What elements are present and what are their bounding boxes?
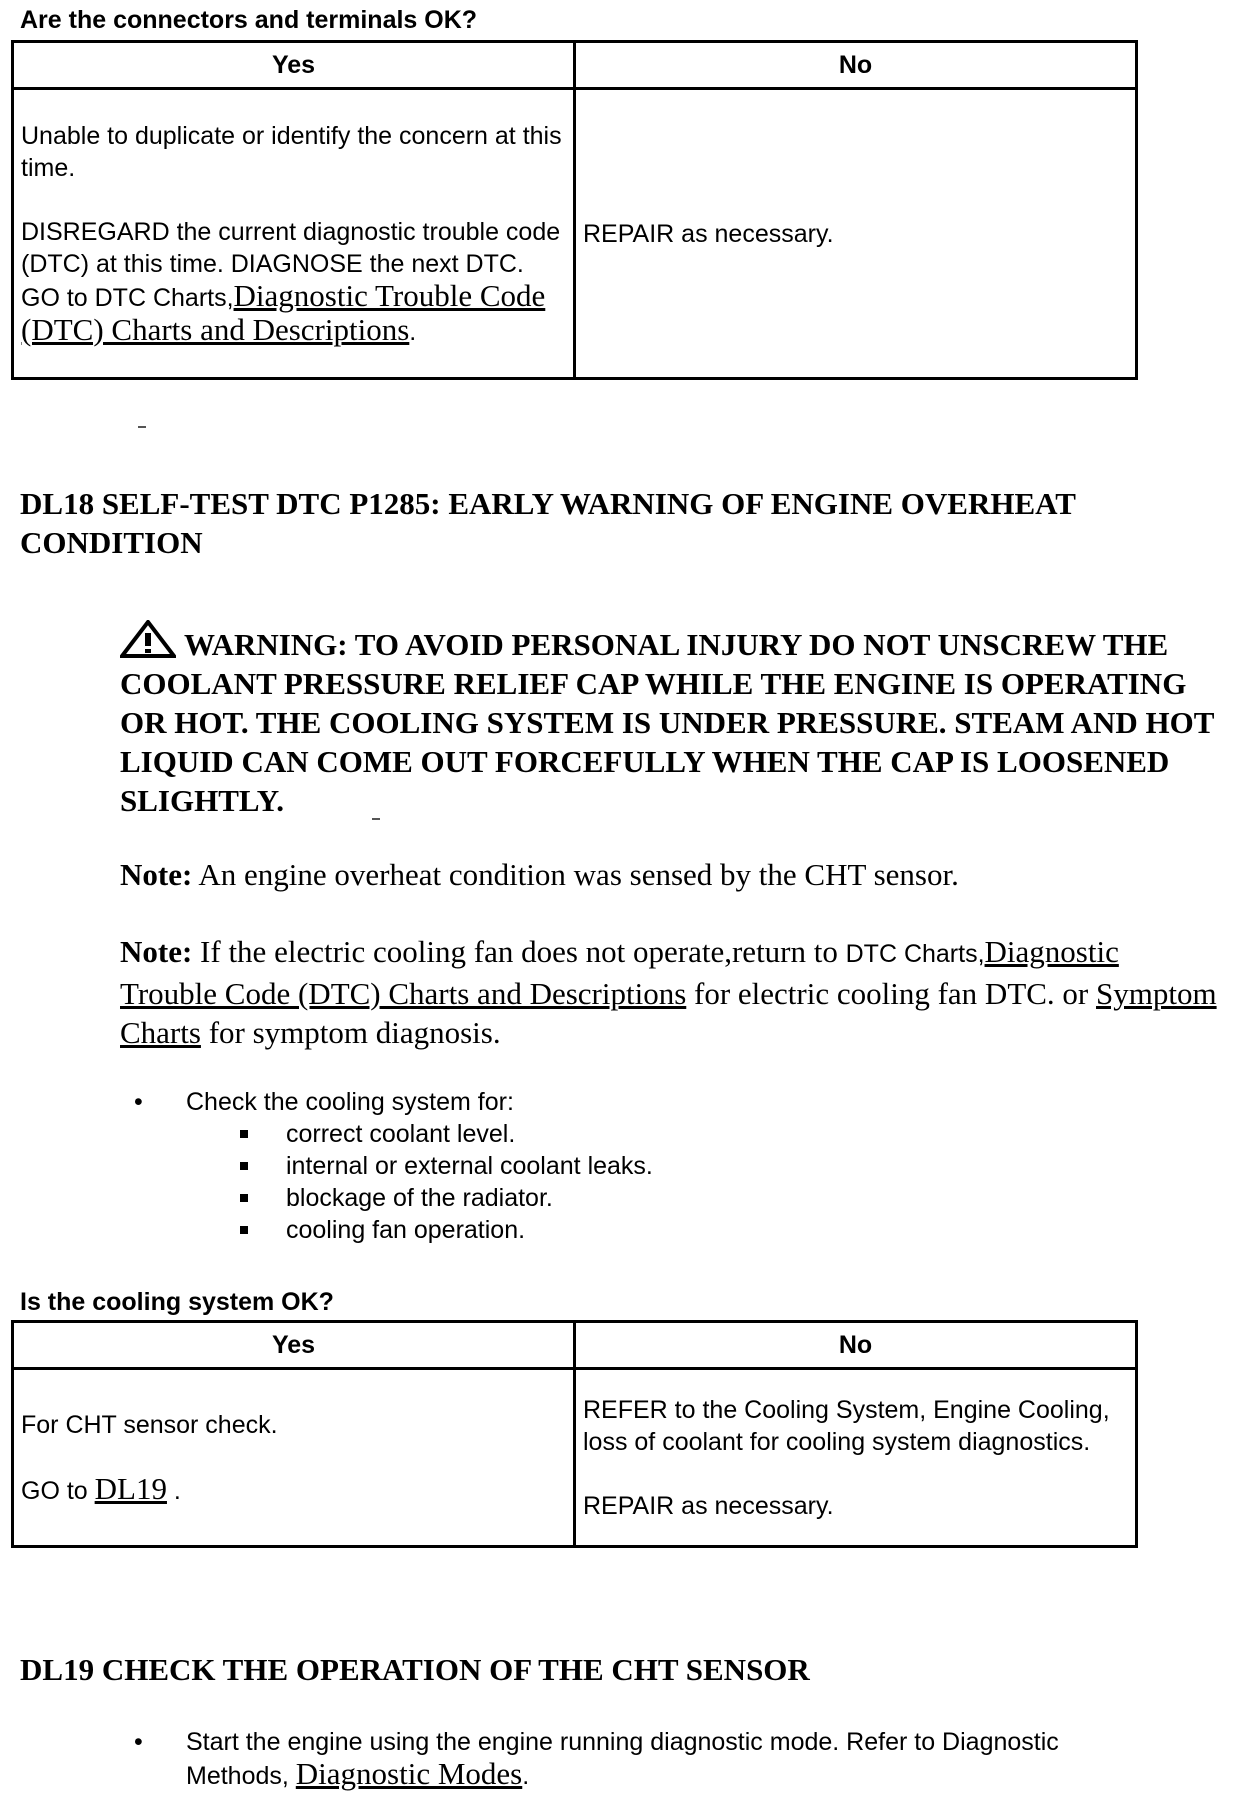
yes-paragraph-2 [21,1470,566,1507]
yes-paragraph-2-end: . [173,1476,181,1505]
no-paragraph-1: REFER to the Cooling System, Engine Cooling, loss of coolant for cooling system diagnostics. [583,1395,1110,1456]
check-intro: Check the cooling system for: [186,1088,514,1116]
bullet-icon: • [134,1728,143,1756]
square-bullet-icon [240,1226,248,1234]
square-bullet-icon [240,1162,248,1170]
warning-text: WARNING: TO AVOID PERSONAL INJURY DO NOT UNSCREW THE COOLANT PRESSURE RELIEF CAP WHILE THE ENGINE IS OPERATING OR HOT. THE COOLING SYSTEM IS UNDER PRESSURE. STEAM AND HOT LIQUID CAN COME OUT FORCEFULLY WHEN THE CAP IS LOOSENED SLIGHTLY. [120,627,1214,818]
cooling-check-list [0,1086,1200,1246]
warning-triangle-icon [120,620,176,658]
check-item-text: cooling fan operation. [286,1216,526,1244]
note-2-text-c: for electric cooling fan DTC. or [694,976,1089,1011]
yes-paragraph-2-text: GO to [21,1476,88,1505]
note-2-text-a: If the electric cooling fan does not operate,return to [200,934,838,969]
diagnostic-modes-link[interactable]: Diagnostic Modes [295,1756,523,1791]
question-cooling-system: Is the cooling system OK? [20,1288,334,1316]
square-bullet-icon [240,1194,248,1202]
bullet-icon: • [134,1088,143,1116]
no-header: No [575,42,1137,89]
connectors-decision-table [11,40,1138,380]
dl19-heading: DL19 CHECK THE OPERATION OF THE CHT SENSOR [20,1652,810,1687]
list-item [186,1182,1200,1214]
question-connectors-terminals: Are the connectors and terminals OK? [20,6,478,34]
note-1-text: An engine overheat condition was sensed by the CHT sensor. [198,857,959,892]
list-item [186,1150,1200,1182]
dtc-charts-link[interactable]: Diagnostic Trouble Code (DTC) Charts and Descriptions [21,277,546,347]
note-label: Note: [120,934,193,969]
dl19-step-list [0,1726,1200,1792]
cooling-decision-table [11,1320,1138,1548]
dl19-link[interactable]: DL19 [94,1470,167,1506]
yes-cell [13,1369,575,1547]
yes-paragraph-2-text: DISREGARD the current diagnostic trouble code (DTC) at this time. DIAGNOSE the next DTC. GO to DTC Charts, [21,217,561,312]
yes-paragraph-2 [21,216,566,348]
yes-paragraph-1: Unable to duplicate or identify the concern at this time. [21,121,562,182]
note-2 [120,932,1220,1052]
warning-block [120,620,1220,820]
check-sublist [186,1118,1200,1246]
stray-mark [138,426,146,428]
yes-header: Yes [13,1322,575,1369]
check-item-text: blockage of the radiator. [286,1184,553,1212]
note-2-text-d: for symptom diagnosis. [208,1015,501,1050]
stray-mark [372,818,380,820]
dtc-charts-link[interactable]: Diagnostic Trouble Code (DTC) Charts and Descriptions [120,934,1119,1011]
note-1 [120,855,1220,894]
check-item-text: correct coolant level. [286,1120,516,1148]
list-item [186,1118,1200,1150]
no-header: No [575,1322,1137,1369]
note-label: Note: [120,857,193,892]
dl18-heading: DL18 SELF-TEST DTC P1285: EARLY WARNING OF ENGINE OVERHEAT CONDITION [20,486,1076,560]
note-2-text-b: DTC Charts, [845,940,985,968]
yes-paragraph-1: For CHT sensor check. [21,1410,278,1439]
square-bullet-icon [240,1130,248,1138]
list-item [0,1086,1200,1246]
check-item-text: internal or external coolant leaks. [286,1152,653,1180]
no-cell [575,1369,1137,1547]
list-item [0,1726,1200,1792]
yes-cell [13,89,575,379]
symptom-charts-link[interactable]: Symptom Charts [120,976,1217,1050]
no-cell: REPAIR as necessary. [575,89,1137,379]
step-end: . [522,1762,530,1790]
list-item [186,1214,1200,1246]
step-text: Start the engine using the engine running diagnostic mode. Refer to Diagnostic Methods, [186,1728,1059,1790]
no-paragraph-2: REPAIR as necessary. [583,1491,834,1520]
yes-header: Yes [13,42,575,89]
yes-paragraph-2-end: . [409,317,417,346]
